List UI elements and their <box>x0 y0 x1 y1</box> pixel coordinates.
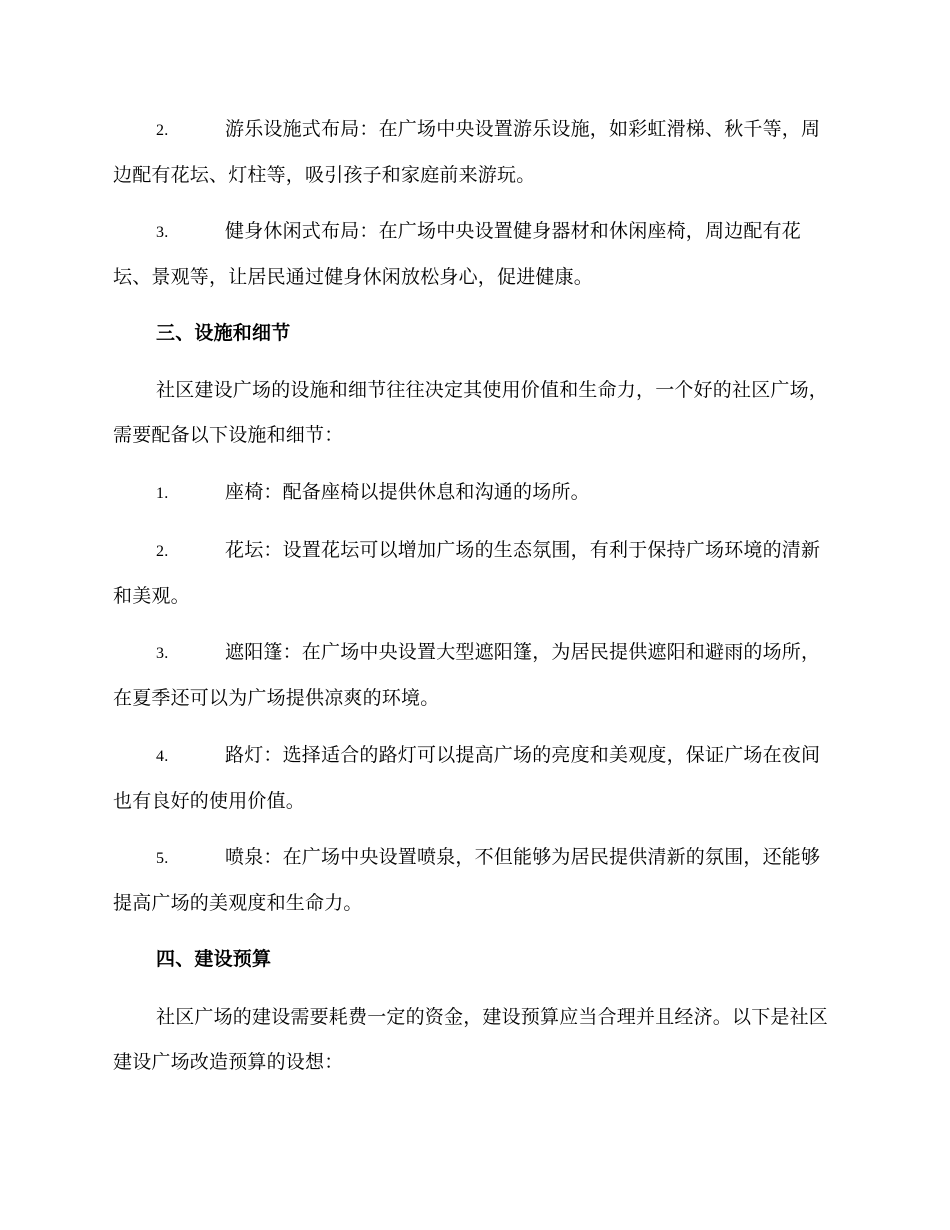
list-item <box>113 528 835 619</box>
paragraph: 社区广场的建设需要耗费一定的资金，建设预算应当合理并且经济。以下是社区建设广场改造预算的设想： <box>113 1006 829 1073</box>
list-number: 3. <box>156 645 169 662</box>
list-item <box>113 470 835 516</box>
list-number: 2. <box>156 543 169 560</box>
list-text: 喷泉：在广场中央设置喷泉，不但能够为居民提供清新的氛围，还能够提高广场的美观度和生命力。 <box>113 846 821 914</box>
list-text: 花坛：设置花坛可以增加广场的生态氛围，有利于保持广场环境的清新和美观。 <box>113 539 821 607</box>
list-number: 4. <box>156 748 169 765</box>
list-item <box>113 835 835 926</box>
list-text: 路灯：选择适合的路灯可以提高广场的亮度和美观度，保证广场在夜间也有良好的使用价值。 <box>113 744 821 812</box>
list-number: 1. <box>156 485 169 502</box>
list-number: 2. <box>156 122 169 139</box>
section-heading: 三、设施和细节 <box>156 322 291 344</box>
list-number: 5. <box>156 850 169 867</box>
paragraph: 社区建设广场的设施和细节往往决定其使用价值和生命力，一个好的社区广场，需要配备以下设施和细节： <box>113 379 829 446</box>
list-item <box>113 107 835 198</box>
list-text: 健身休闲式布局：在广场中央设置健身器材和休闲座椅，周边配有花坛、景观等，让居民通过健身休闲放松身心，促进健康。 <box>113 220 802 288</box>
list-text: 游乐设施式布局：在广场中央设置游乐设施，如彩虹滑梯、秋千等，周边配有花坛、灯柱等，吸引孩子和家庭前来游玩。 <box>113 118 821 186</box>
list-item <box>113 630 835 721</box>
list-text: 座椅：配备座椅以提供休息和沟通的场所。 <box>225 481 590 503</box>
list-item <box>113 733 835 824</box>
list-number: 3. <box>156 224 169 241</box>
list-text: 遮阳篷：在广场中央设置大型遮阳篷，为居民提供遮阳和避雨的场所，在夏季还可以为广场提供凉爽的环境。 <box>113 641 821 709</box>
section-heading: 四、建设预算 <box>156 948 272 970</box>
list-item <box>113 209 835 300</box>
